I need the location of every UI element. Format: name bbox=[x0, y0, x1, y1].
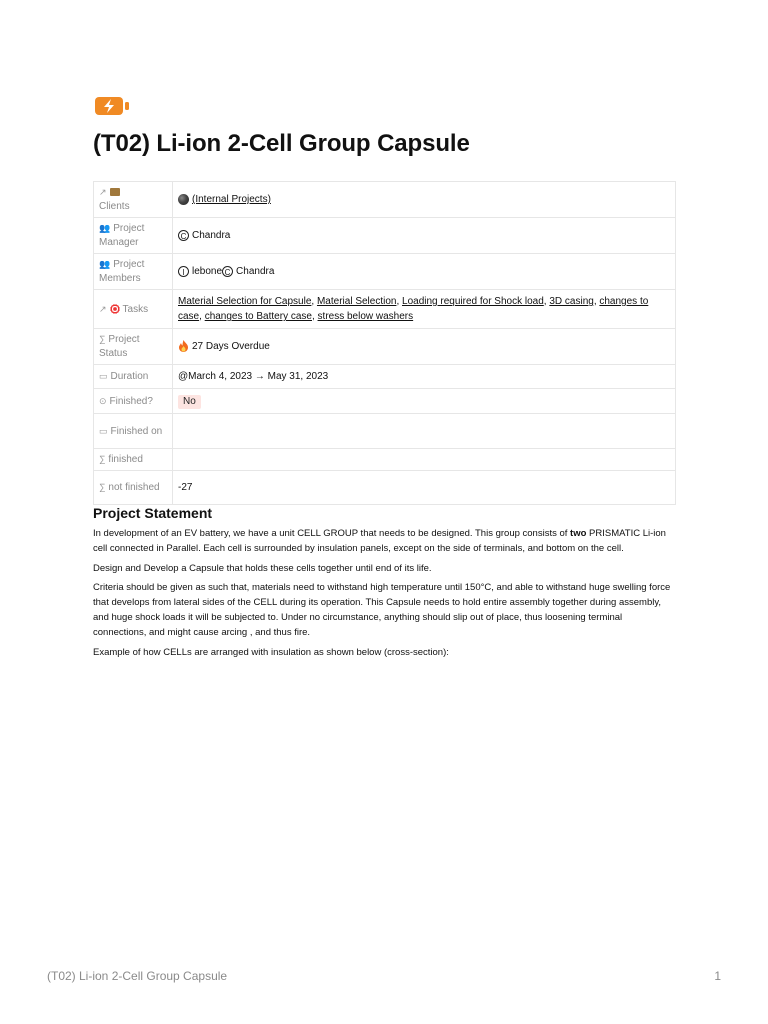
property-value-tasks: Material Selection for Capsule, Material Selection, Loading required for Shock load, 3D casing, changes to case, changes to Battery case, stress below washers bbox=[173, 290, 676, 329]
property-row-duration bbox=[94, 365, 676, 389]
formula-icon: ∑ bbox=[99, 454, 106, 464]
property-row-finished-on bbox=[94, 414, 676, 449]
people-icon: 👥 bbox=[99, 259, 111, 269]
property-value-duration[interactable] bbox=[173, 365, 676, 389]
property-label-project-members: 👥 Project Members bbox=[94, 254, 173, 290]
property-row-project-status bbox=[94, 329, 676, 365]
property-label-duration: ▭ Duration bbox=[94, 365, 173, 389]
property-label-project-status: ∑ Project Status bbox=[94, 329, 173, 365]
task-link[interactable]: changes to case bbox=[178, 296, 649, 322]
property-value-project-status bbox=[173, 329, 676, 365]
property-row-not-finished bbox=[94, 471, 676, 505]
project-manager-name[interactable]: Chandra bbox=[192, 230, 231, 241]
formula-icon: ∑ bbox=[99, 334, 106, 344]
member-name[interactable]: Chandra bbox=[236, 266, 275, 277]
property-label-not-finished: ∑ not finished bbox=[94, 471, 173, 505]
fire-icon bbox=[178, 340, 189, 352]
properties-table bbox=[93, 181, 676, 505]
eight-ball-icon bbox=[178, 194, 189, 205]
duration-arrow: → bbox=[254, 371, 265, 382]
property-label-finished: ∑ finished bbox=[94, 449, 173, 471]
paragraph: Criteria should be given as such that, materials need to withstand high temperature until 150°C, and able to withstand huge swelling force that develops from lateral sides of the CELL during its operation. This Capsule needs to hold entire assembly together during assembly, and huge shock loads it will be subjected to. Under no circumstance, anything should slip out of place, thus loosening terminal connections, and might cause arcing , and thus fire. bbox=[93, 582, 671, 638]
property-row-finished bbox=[94, 449, 676, 471]
task-link[interactable]: 3D casing bbox=[549, 296, 594, 307]
task-link[interactable]: Material Selection for Capsule bbox=[178, 296, 312, 307]
status-circle-icon: ⊙ bbox=[99, 395, 107, 406]
property-value-project-members bbox=[173, 254, 676, 290]
briefcase-icon bbox=[110, 188, 120, 196]
formula-icon: ∑ bbox=[99, 482, 106, 492]
task-link[interactable]: changes to Battery case bbox=[204, 311, 312, 322]
task-link[interactable]: stress below washers bbox=[317, 311, 414, 322]
property-label-tasks: ↗ Tasks bbox=[94, 290, 173, 329]
page-number: 1 bbox=[714, 969, 721, 983]
paragraph: Design and Develop a Capsule that holds these cells together until end of its life. bbox=[93, 562, 432, 574]
task-link[interactable]: Material Selection bbox=[316, 296, 397, 307]
member-name[interactable]: lebone bbox=[192, 266, 223, 277]
avatar-c-icon: C bbox=[222, 266, 233, 277]
footer-title: (T02) Li-ion 2-Cell Group Capsule bbox=[47, 969, 228, 983]
property-value-project-manager bbox=[173, 218, 676, 254]
target-icon bbox=[110, 304, 120, 314]
paragraph: In development of an EV battery, we have a unit CELL GROUP that needs to be designed. This group consists of two PRISMATIC Li-ion cell connected in Parallel. Each cell is surrounded by insulation panels, except on the side of terminals, and bottom on the cell. bbox=[93, 528, 666, 554]
property-label-project-manager: 👥 Project Manager bbox=[94, 218, 173, 254]
page-title: (T02) Li-ion 2-Cell Group Capsule bbox=[93, 130, 470, 157]
status-badge: No bbox=[178, 395, 201, 409]
property-label-finished-on: ▭ Finished on bbox=[94, 414, 173, 449]
property-value-finished bbox=[173, 449, 676, 471]
property-row-project-members bbox=[94, 254, 676, 290]
section-heading: Project Statement bbox=[93, 505, 213, 521]
calendar-icon: ▭ bbox=[99, 425, 108, 436]
battery-charging-icon bbox=[94, 95, 130, 117]
property-value-finished-q[interactable] bbox=[173, 389, 676, 414]
duration-start: @March 4, 2023 bbox=[178, 371, 253, 382]
relation-arrow-icon: ↗ bbox=[99, 187, 107, 197]
task-link[interactable]: Loading required for Shock load bbox=[402, 296, 544, 307]
project-status-value: 27 Days Overdue bbox=[192, 341, 270, 352]
calendar-icon: ▭ bbox=[99, 371, 108, 381]
property-row-tasks bbox=[94, 290, 676, 329]
avatar-l-icon: l bbox=[178, 266, 189, 277]
property-value-finished-on[interactable] bbox=[173, 414, 676, 449]
relation-arrow-icon: ↗ bbox=[99, 303, 107, 314]
property-value-not-finished: -27 bbox=[173, 471, 676, 505]
people-icon: 👥 bbox=[99, 223, 111, 233]
property-label-finished-q: ⊙ Finished? bbox=[94, 389, 173, 414]
duration-end: May 31, 2023 bbox=[267, 371, 329, 382]
avatar-c-icon: C bbox=[178, 230, 189, 241]
property-row-finished-q bbox=[94, 389, 676, 414]
property-label-clients: ↗ Clients bbox=[94, 182, 173, 218]
clients-link[interactable]: (Internal Projects) bbox=[192, 194, 271, 205]
property-value-clients bbox=[173, 182, 676, 218]
property-row-clients bbox=[94, 182, 676, 218]
paragraph: Example of how CELLs are arranged with insulation as shown below (cross-section): bbox=[93, 646, 449, 658]
property-row-project-manager bbox=[94, 218, 676, 254]
page-content bbox=[93, 505, 678, 665]
